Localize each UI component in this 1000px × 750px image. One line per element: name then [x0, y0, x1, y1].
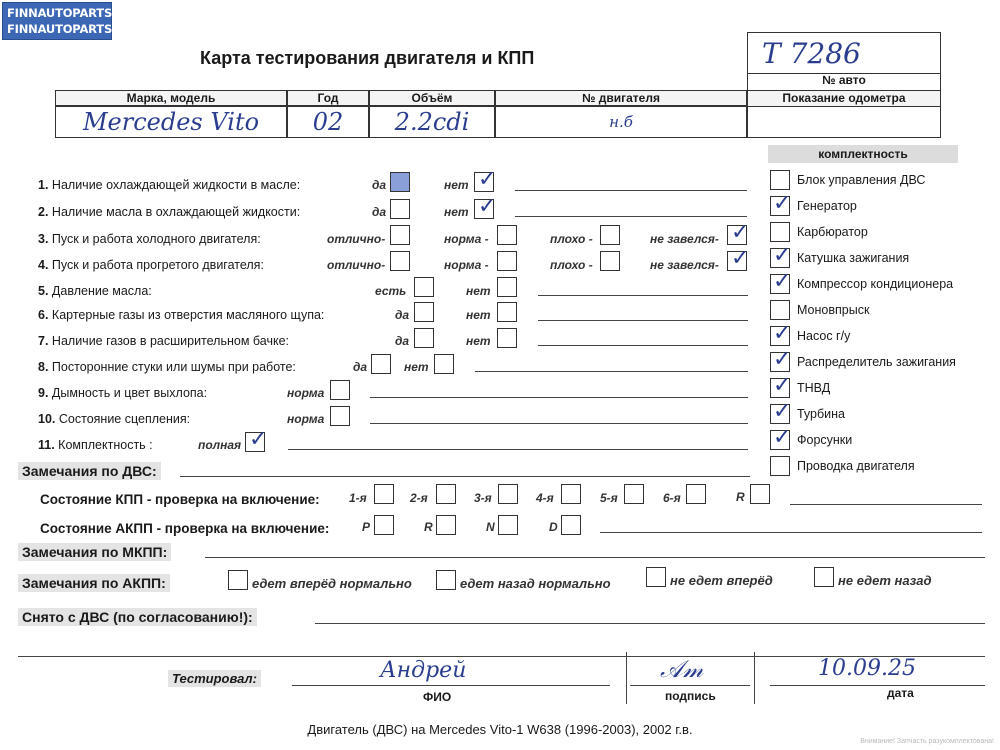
kit-checkbox-mono-injection[interactable]: [770, 300, 790, 320]
q11-notes-line: [288, 449, 748, 450]
q6-yes-label: да: [395, 308, 410, 322]
header-values-row: [55, 106, 747, 138]
kit-checkbox-ecu[interactable]: [770, 170, 790, 190]
akpp-no-backward-checkbox[interactable]: [814, 567, 834, 587]
kit-checkbox-power-steering-pump[interactable]: [770, 326, 790, 346]
gear-r-label: R: [736, 490, 745, 504]
header-label-engine-number: № двигателя: [495, 90, 747, 106]
kit-checkbox-injectors[interactable]: [770, 430, 790, 450]
logo-line-1: FINNAUTOPARTS: [7, 6, 113, 20]
q1-yes-label: да: [372, 178, 387, 192]
question-7: [38, 334, 289, 348]
kit-item-power-steering-pump: Насос г/у: [797, 329, 851, 343]
question-9-num: 9.: [38, 386, 49, 400]
q6-no-label: нет: [466, 308, 491, 322]
q8-no-label: нет: [404, 360, 429, 374]
question-4: [38, 258, 264, 272]
akpp-n-label: N: [486, 520, 495, 534]
odometer-label: Показание одометра: [748, 90, 940, 107]
q7-yes-checkbox[interactable]: [414, 328, 434, 348]
q9-normal-label: норма: [287, 386, 325, 400]
gear-6-checkbox[interactable]: [686, 484, 706, 504]
header-labels-row: [55, 90, 747, 106]
gear-1-label: 1-я: [349, 491, 367, 505]
q4-excellent-checkbox[interactable]: [390, 251, 410, 271]
akpp-no-backward-label: не едет назад: [838, 573, 932, 588]
date-value: 10.09.25: [818, 656, 916, 681]
q1-no-label: нет: [444, 178, 469, 192]
engine-notes-line: [180, 476, 750, 477]
q1-yes-checkbox[interactable]: [390, 172, 410, 192]
question-4-text: Пуск и работа прогретого двигателя:: [51, 258, 264, 272]
question-6-text: Картерные газы из отверстия масляного щупа:: [51, 308, 325, 322]
question-6: [38, 308, 324, 322]
akpp-d-checkbox[interactable]: [561, 515, 581, 535]
q3-excellent-checkbox[interactable]: [390, 225, 410, 245]
removed-heading: Снято с ДВС (по согласованию!):: [18, 608, 257, 626]
tested-by-label: Тестировал:: [168, 670, 261, 687]
kit-checkbox-ignition-coil[interactable]: [770, 248, 790, 268]
question-8-num: 8.: [38, 360, 49, 374]
question-2: [38, 205, 300, 219]
akpp-backward-ok-label: едет назад нормально: [460, 576, 611, 591]
date-label: дата: [887, 686, 914, 700]
kit-checkbox-wiring[interactable]: [770, 456, 790, 476]
question-2-text: Наличие масла в охлаждающей жидкости:: [51, 205, 301, 219]
question-11-text: Комплектность :: [58, 438, 153, 452]
q10-notes-line: [370, 423, 748, 424]
question-6-num: 6.: [38, 308, 49, 322]
footer-caption: Двигатель (ДВС) на Mercedes Vito-1 W638 (1996-2003), 2002 г.в.: [307, 722, 693, 737]
question-7-text: Наличие газов в расширительном бачке:: [51, 334, 290, 348]
q2-no-label: нет: [444, 205, 469, 219]
question-1: [38, 178, 300, 192]
signature-mark: 𝒜𝓂: [660, 655, 704, 683]
kit-item-ignition-coil: Катушка зажигания: [797, 251, 910, 265]
question-8-text: Посторонние стуки или шумы при работе:: [51, 360, 296, 374]
q11-full-label: полная: [198, 438, 242, 452]
question-11: [38, 438, 153, 452]
q3-not-started-label: не завелся-: [650, 232, 719, 246]
akpp-state-line: [600, 532, 982, 533]
question-10-num: 10.: [38, 412, 56, 426]
kit-checkbox-ac-compressor[interactable]: [770, 274, 790, 294]
akpp-p-label: P: [362, 520, 371, 534]
kit-item-ac-compressor: Компрессор кондиционера: [797, 277, 954, 291]
kit-item-injectors: Форсунки: [797, 433, 853, 447]
engine-notes-heading: Замечания по ДВС:: [18, 462, 161, 480]
akpp-no-forward-label: не едет вперёд: [670, 573, 773, 588]
q2-yes-label: да: [372, 205, 387, 219]
gear-3-checkbox[interactable]: [498, 484, 518, 504]
akpp-backward-ok-checkbox[interactable]: [436, 570, 456, 590]
akpp-r-checkbox[interactable]: [436, 515, 456, 535]
header-label-year: Год: [287, 90, 369, 106]
kit-item-ecu: Блок управления ДВС: [797, 173, 926, 187]
kit-checkbox-turbo[interactable]: [770, 404, 790, 424]
q6-no-checkbox[interactable]: [497, 302, 517, 322]
kit-item-generator: Генератор: [797, 199, 857, 213]
q10-normal-checkbox[interactable]: [330, 406, 350, 426]
gear-4-label: 4-я: [536, 491, 554, 505]
watermark: Внимание! Запчасть разукомплектована!: [860, 738, 994, 745]
q5-no-checkbox[interactable]: [497, 277, 517, 297]
q4-excellent-label: отлично-: [327, 258, 386, 272]
question-11-num: 11.: [38, 438, 55, 452]
q10-normal-label: норма: [287, 412, 325, 426]
kit-item-turbo: Турбина: [797, 407, 845, 421]
q3-bad-label: плохо -: [550, 232, 593, 246]
q3-normal-label: норма -: [444, 232, 489, 246]
question-10-text: Состояние сцепления:: [58, 412, 191, 426]
kit-checkbox-distributor[interactable]: [770, 352, 790, 372]
q6-yes-checkbox[interactable]: [414, 302, 434, 322]
q2-yes-checkbox[interactable]: [390, 199, 410, 219]
q1-notes-line: [515, 190, 747, 191]
signature-line: [630, 685, 750, 686]
q9-normal-checkbox[interactable]: [330, 380, 350, 400]
header-label-volume: Объём: [369, 90, 495, 106]
fio-label: ФИО: [423, 690, 452, 704]
gear-2-label: 2-я: [410, 491, 428, 505]
q3-excellent-label: отлично-: [327, 232, 386, 246]
q7-yes-label: да: [395, 334, 410, 348]
kit-item-fuel-pump: ТНВД: [797, 381, 831, 395]
q2-notes-line: [515, 216, 747, 217]
q8-notes-line: [475, 371, 748, 372]
header-value-volume: 2.2cdi: [369, 106, 495, 138]
q7-notes-line: [538, 345, 748, 346]
q3-bad-checkbox[interactable]: [600, 225, 620, 245]
kpp-notes-line: [790, 504, 982, 505]
sign-divider-2: [754, 652, 755, 704]
question-4-num: 4.: [38, 258, 49, 272]
q4-not-started-checkbox[interactable]: [727, 251, 747, 271]
mkpp-notes-heading: Замечания по МКПП:: [18, 543, 171, 561]
header-label-model: Марка, модель: [55, 90, 287, 106]
q1-no-checkbox[interactable]: [474, 172, 494, 192]
gear-5-label: 5-я: [600, 491, 618, 505]
kit-item-carburetor: Карбюратор: [797, 225, 868, 239]
kit-checkbox-fuel-pump[interactable]: [770, 378, 790, 398]
akpp-p-checkbox[interactable]: [374, 515, 394, 535]
gear-4-checkbox[interactable]: [561, 484, 581, 504]
akpp-r-label: R: [424, 520, 433, 534]
header-value-year: 02: [287, 106, 369, 138]
q5-notes-line: [538, 295, 748, 296]
q8-no-checkbox[interactable]: [434, 354, 454, 374]
q4-bad-label: плохо -: [550, 258, 593, 272]
question-5-num: 5.: [38, 284, 49, 298]
akpp-forward-ok-label: едет вперёд нормально: [252, 576, 412, 591]
q5-present-label: есть: [375, 284, 407, 298]
q4-normal-label: норма -: [444, 258, 489, 272]
header-value-engine-number: н.б: [495, 106, 747, 138]
akpp-no-forward-checkbox[interactable]: [646, 567, 666, 587]
gear-5-checkbox[interactable]: [624, 484, 644, 504]
q2-no-checkbox[interactable]: [474, 199, 494, 219]
gear-1-checkbox[interactable]: [374, 484, 394, 504]
q3-not-started-checkbox[interactable]: [727, 225, 747, 245]
question-3-text: Пуск и работа холодного двигателя:: [51, 232, 261, 246]
question-1-text: Наличие охлаждающей жидкости в масле:: [51, 178, 301, 192]
form-title: Карта тестирования двигателя и КПП: [200, 48, 535, 68]
gear-r-checkbox[interactable]: [750, 484, 770, 504]
q5-no-label: нет: [466, 284, 491, 298]
q9-notes-line: [370, 397, 748, 398]
question-1-num: 1.: [38, 178, 49, 192]
auto-number-value: T 7286: [762, 37, 861, 70]
question-5-text: Давление масла:: [51, 284, 152, 298]
q4-normal-checkbox[interactable]: [497, 251, 517, 271]
question-10: [38, 412, 190, 426]
header-value-model: Mercedes Vito: [55, 106, 287, 138]
question-5: [38, 284, 152, 298]
akpp-n-checkbox[interactable]: [498, 515, 518, 535]
company-logo: [2, 2, 112, 40]
sign-divider-1: [626, 652, 627, 704]
kpp-state-label: Состояние КПП - проверка на включение:: [40, 492, 320, 507]
question-9-text: Дымность и цвет выхлопа:: [51, 386, 208, 400]
q11-full-checkbox[interactable]: [245, 432, 265, 452]
kit-checkbox-carburetor[interactable]: [770, 222, 790, 242]
gear-2-checkbox[interactable]: [436, 484, 456, 504]
auto-number-box: [747, 32, 941, 138]
signature-label: подпись: [665, 689, 716, 703]
auto-number-label: № авто: [822, 73, 866, 87]
kit-item-mono-injection: Моновпрыск: [797, 303, 870, 317]
q5-present-checkbox[interactable]: [414, 277, 434, 297]
question-3-num: 3.: [38, 232, 49, 246]
kit-checkbox-generator[interactable]: [770, 196, 790, 216]
removed-line-1: [315, 623, 985, 624]
question-8: [38, 360, 296, 374]
tester-name-line: [292, 685, 610, 686]
gear-3-label: 3-я: [474, 491, 492, 505]
q4-bad-checkbox[interactable]: [600, 251, 620, 271]
q4-not-started-label: не завелся-: [650, 258, 719, 272]
q6-notes-line: [538, 320, 748, 321]
kit-item-wiring: Проводка двигателя: [797, 459, 915, 473]
akpp-forward-ok-checkbox[interactable]: [228, 570, 248, 590]
question-3: [38, 232, 261, 246]
question-2-num: 2.: [38, 205, 49, 219]
gear-6-label: 6-я: [663, 491, 681, 505]
q7-no-label: нет: [466, 334, 491, 348]
mkpp-notes-line: [205, 557, 985, 558]
question-9: [38, 386, 207, 400]
tester-name: Андрей: [380, 658, 467, 683]
kit-item-distributor: Распределитель зажигания: [797, 355, 956, 369]
q3-normal-checkbox[interactable]: [497, 225, 517, 245]
logo-line-2: FINNAUTOPARTS: [7, 22, 113, 36]
kit-title: комплектность: [768, 145, 958, 163]
date-line: [770, 685, 985, 686]
akpp-d-label: D: [549, 520, 558, 534]
akpp-notes-heading: Замечания по АКПП:: [18, 574, 170, 592]
question-7-num: 7.: [38, 334, 49, 348]
q8-yes-checkbox[interactable]: [371, 354, 391, 374]
akpp-state-label: Состояние АКПП - проверка на включение:: [40, 521, 330, 536]
q7-no-checkbox[interactable]: [497, 328, 517, 348]
q8-yes-label: да: [353, 360, 368, 374]
